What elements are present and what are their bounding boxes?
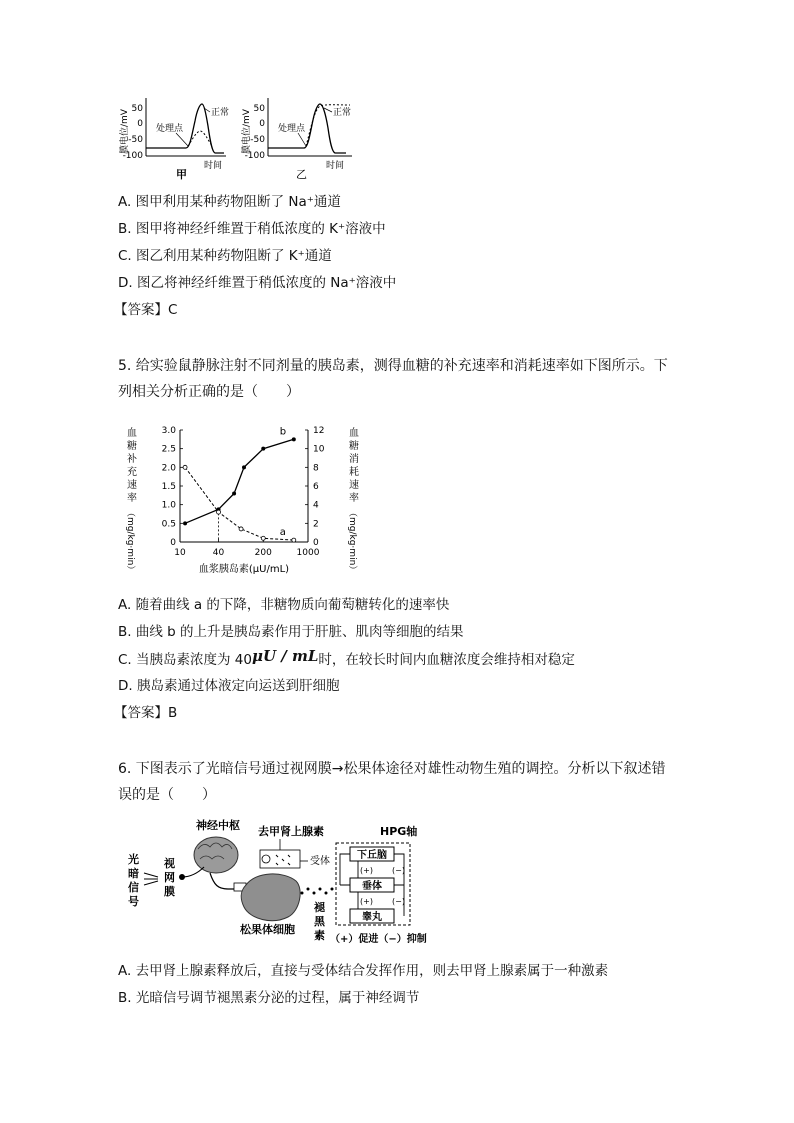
q6-retina-1: 网	[164, 871, 175, 884]
fig-a-normal-label: 正常	[211, 108, 230, 118]
q5-option-d: D. 胰岛素通过体液定向运送到肝细胞	[118, 678, 340, 694]
fig-b-tick-0: 0	[259, 119, 265, 129]
q6-retina-2: 膜	[164, 885, 175, 898]
fig-a-caption: 甲	[176, 168, 187, 181]
fig-b-caption: 乙	[296, 168, 307, 181]
q6-vesicle	[262, 855, 270, 863]
q5-option-c-pre: C. 当胰岛素浓度为 40	[118, 652, 252, 668]
series-b-line	[185, 439, 294, 523]
brain-icon	[194, 837, 238, 873]
series-b-point	[183, 521, 187, 525]
q6-legend: （+）促进（−）抑制	[330, 934, 427, 945]
q4-figure-b	[240, 96, 360, 182]
left-tick-label: 2.0	[161, 463, 176, 474]
left-ylabel-char: 糖	[127, 441, 137, 452]
left-tick-label: 0	[170, 538, 176, 548]
q4-option-d: D. 图乙将神经纤维置于稍低浓度的 Na⁺溶液中	[118, 275, 397, 291]
q6-light-0: 光	[128, 853, 139, 866]
q6-pineal-label: 松果体细胞	[240, 923, 295, 936]
right-tick-label: 6	[313, 482, 319, 492]
q5-answer: 【答案】B	[114, 705, 178, 721]
left-ylabel-char: 血	[127, 428, 137, 439]
q6-stem-line2: 误的是（ ）	[118, 787, 216, 803]
fig-a-tick-0: 0	[137, 119, 143, 129]
fig-b-point-label: 处理点	[278, 124, 306, 134]
x-tick-label: 10	[174, 548, 186, 558]
q6-testis: 睾丸	[362, 912, 382, 923]
right-ylabel-char: 消	[349, 454, 359, 465]
left-tick-label: 0.5	[161, 519, 176, 530]
q6-minus-2: (−)	[392, 897, 405, 906]
q6-melatonin-dots	[302, 889, 332, 893]
q6-option-b: B. 光暗信号调节褪黑素分泌的过程，属于神经调节	[118, 990, 420, 1006]
q5-option-c	[118, 647, 575, 669]
fig-a-tick-minus50: -50	[128, 135, 143, 145]
left-tick-label: 1.5	[161, 482, 176, 492]
right-ylabel-char: 耗	[349, 467, 359, 478]
left-tick-label: 1.0	[161, 500, 176, 511]
series-b-point	[242, 465, 246, 469]
q6-hpg-label: HPG轴	[380, 825, 418, 838]
q5-option-c-post: 时，在较长时间内血糖浓度会维持相对稳定	[318, 652, 575, 668]
fig-b-xlabel: 时间	[326, 161, 345, 171]
q4-option-b: B. 图甲将神经纤维置于稍低浓度的 K⁺溶液中	[118, 221, 386, 237]
series-a-point	[292, 538, 296, 542]
fig-b-tick-minus50: -50	[250, 135, 265, 145]
q5-stem-line1: 5. 给实验鼠静脉注射不同剂量的胰岛素，测得血糖的补充速率和消耗速率如下图所示。下	[118, 358, 668, 374]
fig-b-point-pointer	[298, 133, 306, 146]
right-tick-label: 2	[313, 519, 319, 530]
q6-light-2: 信	[128, 881, 139, 894]
fig-b-normal-pointer	[324, 108, 332, 112]
series-b-point	[232, 491, 236, 495]
series-b-point	[261, 447, 265, 451]
x-axis-label: 血浆胰岛素(μU/mL)	[198, 564, 290, 575]
q6-ne-label: 去甲肾上腺素	[258, 825, 324, 838]
right-tick-label: 10	[313, 444, 325, 455]
x-tick-label: 40	[212, 548, 225, 558]
q4-option-a: A. 图甲利用某种药物阻断了 Na⁺通道	[118, 194, 341, 210]
left-tick-label: 2.5	[161, 444, 176, 455]
q6-hypothalamus: 下丘脑	[357, 850, 387, 861]
right-ylabel-char: 速	[349, 480, 359, 491]
q4-answer: 【答案】C	[114, 302, 178, 318]
fig-a-tick-minus100: -100	[122, 151, 143, 161]
q6-melatonin-0: 褪	[314, 901, 325, 914]
right-ylabel-char: 血	[349, 428, 359, 439]
fig-b-tick-minus100: -100	[244, 151, 265, 161]
q5-stem-line2: 列相关分析正确的是（ ）	[118, 384, 300, 400]
series-a-label: a	[279, 527, 286, 539]
series-a-point	[217, 510, 221, 514]
fig-b-normal-label: 正常	[333, 108, 352, 118]
q5-option-a: A. 随着曲线 a 的下降，非糖物质向葡萄糖转化的速率快	[118, 597, 450, 613]
q6-pituitary: 垂体	[362, 881, 382, 892]
fig-a-xlabel: 时间	[204, 161, 223, 171]
q6-receptor-label: 受体	[310, 856, 330, 867]
q4-option-c: C. 图乙利用某种药物阻断了 K⁺通道	[118, 248, 332, 264]
right-ylabel-char: 率	[349, 493, 359, 504]
q6-plus-2: (+)	[360, 897, 373, 906]
right-ylabel-unit: （mg/kg·min）	[347, 508, 357, 575]
q4-figure-a	[118, 96, 233, 182]
q5-option-c-unit: μU / mL	[251, 647, 319, 665]
fig-b-tick-50: 50	[253, 104, 265, 114]
left-ylabel-char: 速	[127, 480, 137, 491]
q6-center-label: 神经中枢	[196, 819, 240, 832]
fig-a-point-label: 处理点	[156, 124, 184, 134]
q6-light-1: 暗	[128, 867, 139, 880]
series-a-point	[183, 465, 187, 469]
series-b-point	[292, 437, 296, 441]
x-tick-label: 200	[254, 548, 272, 558]
fig-a-point-pointer	[176, 133, 188, 146]
q6-plus-1: (+)	[360, 866, 373, 875]
q5-chart	[118, 420, 368, 585]
left-ylabel-unit: （mg/kg·min）	[125, 508, 135, 575]
series-a-point	[261, 536, 265, 540]
q6-light-3: 号	[128, 895, 139, 908]
right-tick-label: 0	[313, 538, 319, 548]
fig-b-ylabel: 膜电位/mV	[242, 109, 252, 154]
q6-minus-1: (−)	[392, 866, 405, 875]
left-tick-label: 3.0	[161, 426, 176, 436]
light-arrows-icon	[144, 873, 158, 885]
right-ylabel-char: 糖	[349, 441, 359, 452]
x-tick-label: 1000	[296, 548, 320, 558]
q6-melatonin-2: 素	[314, 929, 325, 942]
series-b-label: b	[279, 426, 287, 438]
left-ylabel-char: 补	[127, 454, 137, 465]
q6-retina-0: 视	[164, 857, 175, 870]
q6-diagram	[118, 815, 448, 950]
q6-stem-line1: 6. 下图表示了光暗信号通过视网膜→松果体途径对雄性动物生殖的调控。分析以下叙述错	[118, 761, 666, 777]
q6-pineal-cell	[241, 874, 300, 921]
q6-option-a: A. 去甲肾上腺素释放后，直接与受体结合发挥作用，则去甲肾上腺素属于一种激素	[118, 963, 609, 979]
right-tick-label: 8	[313, 463, 319, 474]
left-ylabel-char: 充	[127, 467, 137, 478]
right-tick-label: 4	[313, 500, 319, 511]
series-a-point	[239, 527, 243, 531]
left-ylabel-char: 率	[127, 493, 137, 504]
fig-a-ylabel: 膜电位/mV	[120, 109, 130, 154]
right-tick-label: 12	[313, 426, 325, 436]
fig-a-tick-50: 50	[131, 104, 143, 114]
q5-option-b: B. 曲线 b 的上升是胰岛素作用于肝脏、肌肉等细胞的结果	[118, 624, 464, 640]
q6-melatonin-1: 黑	[314, 915, 325, 928]
